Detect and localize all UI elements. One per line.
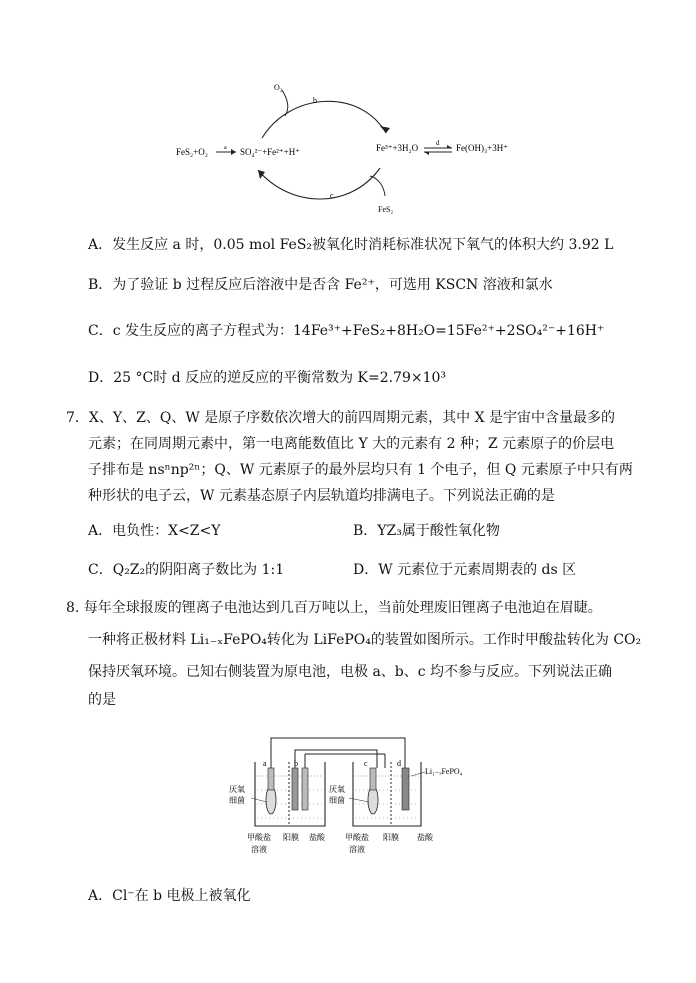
q8-line-3: 保持厌氧环境。已知右侧装置为原电池，电极 a、b、c 均不参与反应。下列说法正确 <box>88 664 613 680</box>
bacteria-left-line1: 厌氧 <box>229 785 245 794</box>
right-solution-line1: 甲酸盐 <box>345 833 369 842</box>
label-b: b <box>313 96 317 105</box>
q8-line-2: 一种将正极材料 Li₁₋ₓFePO₄转化为 LiFePO₄的装置如图所示。工作时甲酸盐转化为 CO₂ <box>88 632 642 648</box>
q7-line-2: 元素；在同周期元素中，第一电离能数值比 Y 大的元素有 2 种；Z 元素原子的价层电 <box>88 436 615 452</box>
left-solution-line1: 甲酸盐 <box>247 833 271 842</box>
bacteria-right-line1: 厌氧 <box>329 785 345 794</box>
right-acid-label: 盐酸 <box>417 833 433 842</box>
q6-option-c: C．c 发生反应的离子方程式为：14Fe³⁺+FeS₂+8H₂O=15Fe²⁺+2SO₄²⁻+16H⁺ <box>88 323 605 339</box>
reaction-cycle-diagram <box>170 78 540 218</box>
left-acid-label: 盐酸 <box>309 833 325 842</box>
q7-line-3: 子排布是 nsⁿnp²ⁿ；Q、W 元素原子的最外层均只有 1 个电子，但 Q 元素原子中只有两 <box>88 462 633 478</box>
label-d: d <box>436 139 440 147</box>
fes2-label: FeS₂ <box>378 205 394 214</box>
q7-line-4: 种形状的电子云，W 元素基态原子内层轨道均排满电子。下列说法正确的是 <box>88 488 555 504</box>
electrode-b-label: b <box>294 759 298 768</box>
bacteria-right-line2: 细菌 <box>329 796 345 805</box>
q7-option-a: A．电负性：X<Z<Y <box>88 523 221 539</box>
o2-label: O₂ <box>274 83 283 92</box>
label-c: c <box>330 191 334 200</box>
right-species-right: Fe(OH)₃+3H⁺ <box>456 143 508 153</box>
q7-option-d: D．W 元素位于元素周期表的 ds 区 <box>353 562 577 578</box>
q6-option-a: A．发生反应 a 时，0.05 mol FeS₂被氧化时消耗标准状况下氧气的体积大约 3.92 L <box>88 237 614 253</box>
bacteria-left-line2: 细菌 <box>229 796 245 805</box>
q7-option-b: B．YZ₃属于酸性氧化物 <box>353 523 500 539</box>
right-solution-line2: 溶液 <box>349 845 365 854</box>
q7-option-c: C．Q₂Z₂的阴阳离子数比为 1:1 <box>88 562 285 578</box>
q6-option-b: B．为了验证 b 过程反应后溶液中是否含 Fe²⁺，可选用 KSCN 溶液和氯水 <box>88 277 553 293</box>
electrochemical-apparatus-diagram <box>225 730 485 865</box>
label-a: a <box>224 145 227 151</box>
q8-line-1: 8. 每年全球报废的锂离子电池达到几百万吨以上，当前处理废旧锂离子电池迫在眉睫。 <box>66 600 602 616</box>
q8-option-a: A．Cl⁻在 b 电极上被氧化 <box>88 888 251 904</box>
middle-species: SO₄²⁻+Fe²⁺+H⁺ <box>240 147 300 157</box>
left-membrane-label: 阳膜 <box>283 833 299 842</box>
electrode-a-label: a <box>263 759 267 768</box>
right-membrane-label: 阳膜 <box>383 833 399 842</box>
left-solution-line2: 溶液 <box>251 845 267 854</box>
electrode-c-label: c <box>364 759 368 768</box>
cathode-material-label: Li₁₋ₓFePO₄ <box>425 767 463 776</box>
left-species: FeS₂+O₂ <box>176 147 208 157</box>
q8-line-4: 的是 <box>88 692 116 708</box>
q6-option-d: D．25 °C时 d 反应的逆反应的平衡常数为 K=2.79×10³ <box>88 370 447 386</box>
electrode-d-label: d <box>397 759 401 768</box>
q7-line-1: 7．X、Y、Z、Q、W 是原子序数依次增大的前四周期元素，其中 X 是宇宙中含量最多的 <box>66 410 616 426</box>
right-species-left: Fe³⁺+3H₂O <box>376 143 419 153</box>
